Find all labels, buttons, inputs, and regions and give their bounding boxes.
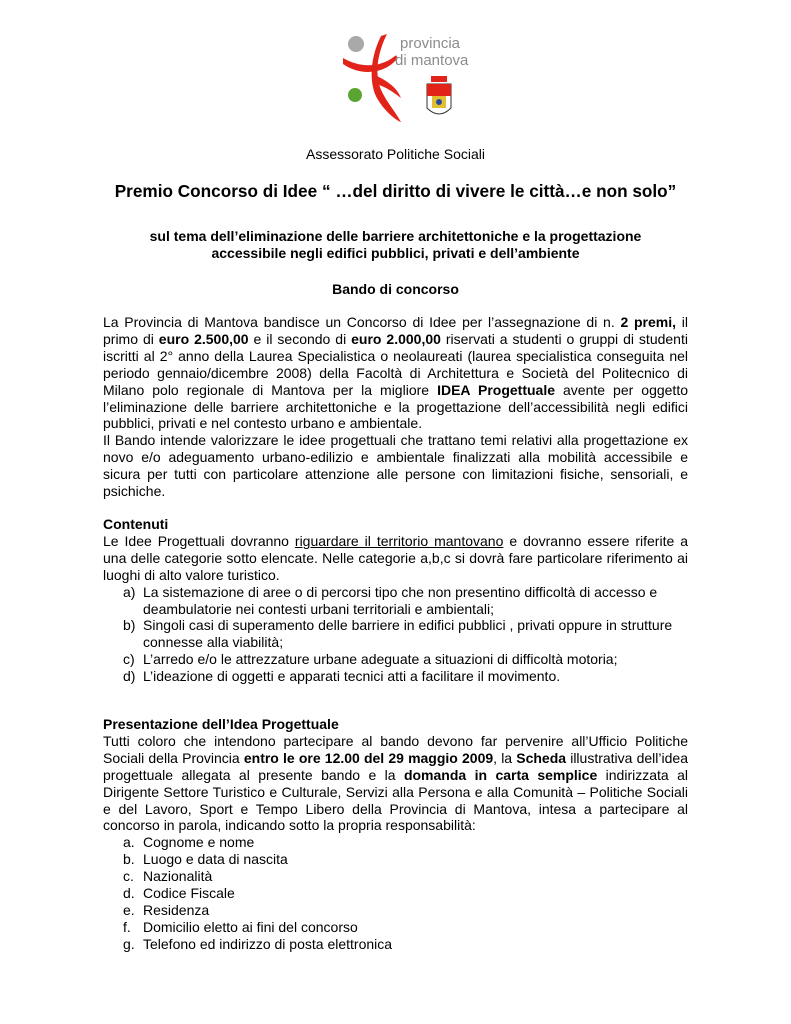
- logo-gray-dot: [348, 36, 364, 52]
- logo-text-line2: di mantova: [395, 52, 469, 69]
- list-item-text: Codice Fiscale: [143, 885, 235, 902]
- list-item-text: Luogo e data di nascita: [143, 851, 288, 868]
- list-marker: f.: [123, 918, 131, 935]
- contenuti-text-2: e dovranno essere riferite a una delle categorie sotto elencate. Nelle categorie a,b,c si dovrà fare particolare riferimento ai luoghi di alto valore turistico.: [103, 532, 688, 583]
- provincia-logo: [335, 28, 470, 138]
- logo-red-stroke-top: [343, 55, 397, 72]
- presentazione-text-4: indirizzata al Dirigente Settore Turistico e Culturale, Servizi alla Persona e alla Comunità – Politiche Sociali e del Lavoro, Sport e Tempo Libero della Provincia di Mantova, intesa a partecipare al concorso in parola, indicando sotto la propria responsabilità:: [103, 766, 688, 834]
- presentazione-domanda: domanda in carta semplice: [403, 766, 598, 783]
- list-item: [103, 834, 688, 851]
- intro-text-2: il primo di: [103, 314, 688, 347]
- list-item: [103, 617, 688, 651]
- list-item: [103, 936, 688, 953]
- intro-premi: 2 premi,: [620, 314, 677, 330]
- document-title: Premio Concorso di Idee “ …del diritto di vivere le città…e non solo”: [114, 181, 677, 201]
- list-item: [103, 668, 688, 685]
- intro-first-prize: euro 2.500,00: [158, 330, 249, 347]
- subtitle-line-1: sul tema dell’eliminazione delle barriere architettoniche e la progettazione: [149, 228, 642, 244]
- intro-paragraph: [103, 314, 688, 432]
- document-subtitle: [70, 228, 721, 262]
- list-item: [103, 651, 688, 668]
- bando-label: Bando di concorso: [332, 281, 459, 297]
- coat-of-arms-icon: [427, 76, 451, 114]
- list-marker: g.: [123, 935, 135, 952]
- requisiti-list: [103, 834, 688, 952]
- list-item: [103, 868, 688, 885]
- list-item: [103, 919, 688, 936]
- intro-text-3: e il secondo di: [248, 330, 352, 347]
- list-item-text: L’arredo e/o le attrezzature urbane adeguate a situazioni di difficoltà motoria;: [143, 651, 618, 668]
- list-item-text: Residenza: [143, 901, 210, 918]
- logo-red-stroke-vertical: [372, 34, 401, 122]
- presentazione-paragraph: [103, 733, 688, 834]
- contenuti-text-1: Le Idee Progettuali dovranno: [103, 532, 295, 549]
- list-item-text: Nazionalità: [143, 868, 213, 885]
- presentazione-scheda: Scheda: [516, 749, 567, 766]
- intro-text-5: avente per oggetto l’eliminazione delle barriere architettoniche e la progettazione dell’accessibilità negli edifici pubblici, privati e nel contesto urbano e ambientale.: [103, 381, 688, 432]
- list-marker: b.: [123, 851, 135, 868]
- list-marker: e.: [123, 901, 135, 918]
- intro-idea-progettuale: IDEA Progettuale: [437, 381, 556, 398]
- provincia-logo-graphic: [335, 28, 470, 138]
- list-item: [103, 584, 688, 618]
- presentazione-deadline: entro le ore 12.00 del 29 maggio 2009: [243, 749, 494, 766]
- list-item: [103, 851, 688, 868]
- intro-text-1: La Provincia di Mantova bandisce un Concorso di Idee per l’assegnazione di n.: [103, 314, 621, 330]
- list-item-text: Cognome e nome: [143, 834, 255, 851]
- department-name: Assessorato Politiche Sociali: [306, 146, 485, 162]
- contenuti-paragraph: [103, 533, 688, 584]
- contenuti-heading: Contenuti: [103, 516, 169, 532]
- list-marker: a.: [123, 834, 135, 851]
- list-item-text: Telefono ed indirizzo di posta elettronica: [143, 935, 393, 952]
- categorie-list: [103, 584, 688, 685]
- presentazione-heading: Presentazione dell’Idea Progettuale: [103, 716, 339, 732]
- intro-section: [103, 314, 688, 500]
- intro-text-4: riservati a studenti o gruppi di studenti iscritti al 2° anno della Laurea Specialistica o neolaureati (laurea specialistica conseguita nel periodo gennaio/dicembre 2008) della Facoltà di Architettura e Società del Politecnico di Milano polo regionale di Mantova per la migliore: [103, 330, 688, 398]
- intro-paragraph-2: Il Bando intende valorizzare le idee progettuali che trattano temi relativi alla progettazione ex novo e/o adeguamento urbano-edilizio e ambientale finalizzati alla mobilità accessibile e sicura per tutti con particolare attenzione alle persone con limitazioni fisiche, sensoriali, e psichiche.: [103, 432, 688, 500]
- list-item: [103, 885, 688, 902]
- presentazione-text-2: , la: [493, 749, 517, 766]
- list-marker: a): [123, 583, 136, 600]
- list-marker: c.: [123, 868, 134, 885]
- presentazione-text-3: illustrativa dell’idea progettuale allegata al presente bando e la: [103, 749, 688, 783]
- list-item: [103, 902, 688, 919]
- list-item-text: Domicilio eletto ai fini del concorso: [143, 918, 358, 935]
- intro-second-prize: euro 2.000,00: [351, 330, 441, 347]
- subtitle-line-2: accessibile negli edifici pubblici, privati e dell’ambiente: [211, 245, 580, 261]
- list-item-text: La sistemazione di aree o di percorsi tipo che non presentino difficoltà di accesso e deambulatorie nei contesti urbani territoriali e ambientali;: [143, 583, 658, 617]
- list-marker: c): [123, 651, 135, 668]
- contenuti-underlined: riguardare il territorio mantovano: [294, 532, 504, 549]
- list-marker: b): [123, 617, 136, 634]
- presentazione-section: [103, 716, 688, 953]
- list-item-text: L’ideazione di oggetti e apparati tecnici atti a facilitare il movimento.: [143, 668, 561, 685]
- list-marker: d): [123, 668, 136, 685]
- list-marker: d.: [123, 885, 135, 902]
- logo-text-line1: provincia: [400, 35, 461, 52]
- presentazione-text-1: Tutti coloro che intendono partecipare al bando devono far pervenire all’Ufficio Politiche Sociali della Provincia: [103, 732, 688, 766]
- logo-green-dot: [348, 88, 362, 102]
- contenuti-section: [103, 516, 688, 685]
- list-item-text: Singoli casi di superamento delle barriere in edifici pubblici , privati oppure in strutture connesse alla viabilità;: [143, 617, 673, 651]
